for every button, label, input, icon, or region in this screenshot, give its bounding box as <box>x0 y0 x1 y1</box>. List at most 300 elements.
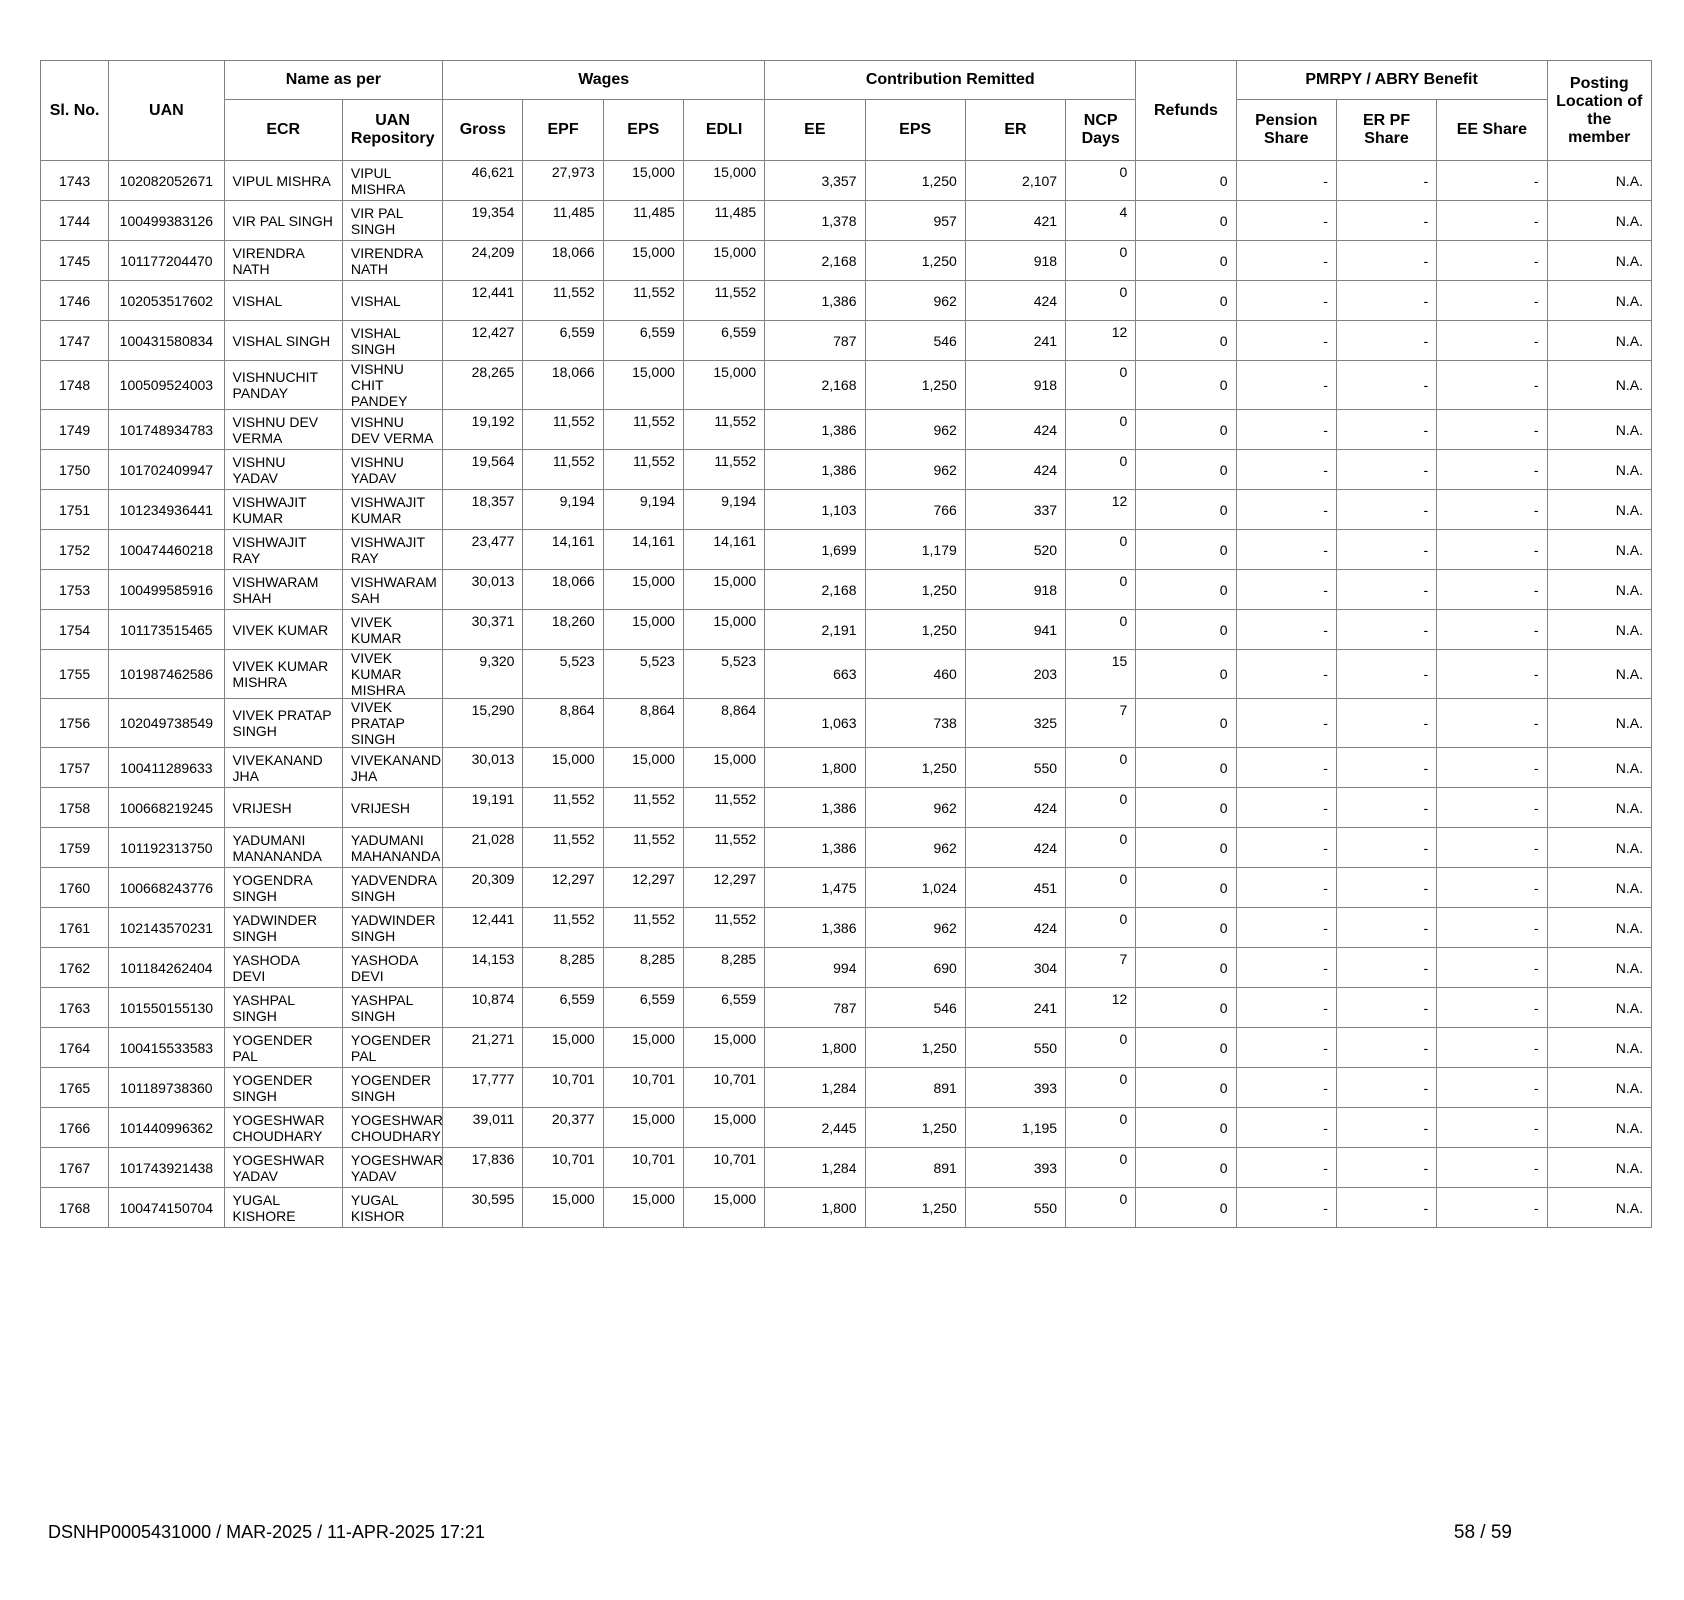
cell-pension-share: - <box>1236 530 1336 570</box>
cell-pension-share: - <box>1236 788 1336 828</box>
table-row <box>41 610 1652 650</box>
table-row <box>41 361 1652 410</box>
cell-eps: 15,000 <box>603 610 683 650</box>
cell-ee: 2,191 <box>765 610 865 650</box>
cell-sl-no: 1761 <box>41 908 109 948</box>
cell-edli: 15,000 <box>683 748 764 788</box>
header-er-pf-share: ER PF Share <box>1336 100 1436 161</box>
cell-ee-share: - <box>1437 161 1547 201</box>
cell-ecr-name: VIVEKANAND JHA <box>224 748 342 788</box>
cell-pension-share: - <box>1236 1108 1336 1148</box>
cell-contribution-eps: 1,024 <box>865 868 965 908</box>
cell-refunds: 0 <box>1136 868 1236 908</box>
cell-epf: 10,701 <box>523 1148 603 1188</box>
cell-edli: 8,285 <box>683 948 764 988</box>
cell-pension-share: - <box>1236 361 1336 410</box>
table-row <box>41 1148 1652 1188</box>
cell-er-pf-share: - <box>1336 788 1436 828</box>
header-pension-share: Pension Share <box>1236 100 1336 161</box>
cell-sl-no: 1744 <box>41 201 109 241</box>
cell-edli: 12,297 <box>683 868 764 908</box>
cell-uan: 100415533583 <box>109 1028 224 1068</box>
cell-posting-location: N.A. <box>1547 868 1651 908</box>
cell-ncp-days: 0 <box>1066 1068 1136 1108</box>
cell-edli: 14,161 <box>683 530 764 570</box>
cell-refunds: 0 <box>1136 650 1236 699</box>
cell-posting-location: N.A. <box>1547 699 1651 748</box>
cell-sl-no: 1750 <box>41 450 109 490</box>
cell-er-pf-share: - <box>1336 868 1436 908</box>
table-row <box>41 748 1652 788</box>
cell-contribution-eps: 766 <box>865 490 965 530</box>
cell-ecr-name: VISHNUCHIT PANDAY <box>224 361 342 410</box>
cell-sl-no: 1743 <box>41 161 109 201</box>
cell-uan: 101748934783 <box>109 410 224 450</box>
cell-er: 424 <box>965 281 1065 321</box>
cell-refunds: 0 <box>1136 570 1236 610</box>
cell-ee: 1,699 <box>765 530 865 570</box>
cell-sl-no: 1745 <box>41 241 109 281</box>
cell-uan-repository-name: VIRENDRA NATH <box>342 241 442 281</box>
cell-eps: 10,701 <box>603 1068 683 1108</box>
cell-eps: 15,000 <box>603 241 683 281</box>
cell-gross: 18,357 <box>443 490 523 530</box>
cell-eps: 10,701 <box>603 1148 683 1188</box>
cell-contribution-eps: 738 <box>865 699 965 748</box>
cell-eps: 15,000 <box>603 1028 683 1068</box>
cell-contribution-eps: 1,250 <box>865 1028 965 1068</box>
cell-ncp-days: 0 <box>1066 908 1136 948</box>
cell-er-pf-share: - <box>1336 410 1436 450</box>
cell-eps: 15,000 <box>603 1108 683 1148</box>
cell-ecr-name: VISHWARAM SHAH <box>224 570 342 610</box>
cell-uan-repository-name: YASHPAL SINGH <box>342 988 442 1028</box>
cell-ee-share: - <box>1437 1068 1547 1108</box>
cell-refunds: 0 <box>1136 450 1236 490</box>
cell-ee-share: - <box>1437 610 1547 650</box>
cell-contribution-eps: 1,250 <box>865 610 965 650</box>
table-row <box>41 908 1652 948</box>
cell-sl-no: 1746 <box>41 281 109 321</box>
cell-uan-repository-name: VISHWAJIT KUMAR <box>342 490 442 530</box>
cell-ecr-name: YOGENDRA SINGH <box>224 868 342 908</box>
table-row <box>41 988 1652 1028</box>
cell-posting-location: N.A. <box>1547 281 1651 321</box>
cell-er-pf-share: - <box>1336 948 1436 988</box>
cell-er: 325 <box>965 699 1065 748</box>
table-row <box>41 201 1652 241</box>
cell-er-pf-share: - <box>1336 828 1436 868</box>
cell-uan: 100499585916 <box>109 570 224 610</box>
cell-epf: 12,297 <box>523 868 603 908</box>
cell-er: 241 <box>965 321 1065 361</box>
header-uan-repository: UAN Repository <box>342 100 442 161</box>
cell-ncp-days: 0 <box>1066 241 1136 281</box>
cell-ee-share: - <box>1437 748 1547 788</box>
header-uan: UAN <box>109 61 224 161</box>
cell-er: 918 <box>965 241 1065 281</box>
cell-uan: 100431580834 <box>109 321 224 361</box>
cell-eps: 15,000 <box>603 1188 683 1228</box>
cell-uan-repository-name: VIVEK PRATAP SINGH <box>342 699 442 748</box>
cell-er-pf-share: - <box>1336 699 1436 748</box>
cell-posting-location: N.A. <box>1547 361 1651 410</box>
cell-er-pf-share: - <box>1336 1028 1436 1068</box>
cell-uan: 100509524003 <box>109 361 224 410</box>
cell-pension-share: - <box>1236 610 1336 650</box>
cell-pension-share: - <box>1236 748 1336 788</box>
cell-uan: 100474460218 <box>109 530 224 570</box>
cell-epf: 20,377 <box>523 1108 603 1148</box>
header-refunds: Refunds <box>1136 61 1236 161</box>
cell-posting-location: N.A. <box>1547 1028 1651 1068</box>
cell-gross: 19,192 <box>443 410 523 450</box>
cell-epf: 27,973 <box>523 161 603 201</box>
cell-ee-share: - <box>1437 450 1547 490</box>
header-epf: EPF <box>523 100 603 161</box>
cell-sl-no: 1758 <box>41 788 109 828</box>
table-body <box>41 161 1652 1228</box>
cell-pension-share: - <box>1236 1188 1336 1228</box>
cell-edli: 15,000 <box>683 570 764 610</box>
cell-posting-location: N.A. <box>1547 241 1651 281</box>
cell-gross: 24,209 <box>443 241 523 281</box>
cell-ee: 1,386 <box>765 908 865 948</box>
cell-uan-repository-name: YOGENDER SINGH <box>342 1068 442 1108</box>
cell-posting-location: N.A. <box>1547 1148 1651 1188</box>
cell-pension-share: - <box>1236 699 1336 748</box>
cell-ecr-name: VISHNU DEV VERMA <box>224 410 342 450</box>
cell-edli: 11,485 <box>683 201 764 241</box>
cell-contribution-eps: 690 <box>865 948 965 988</box>
cell-ee: 663 <box>765 650 865 699</box>
cell-sl-no: 1768 <box>41 1188 109 1228</box>
cell-contribution-eps: 962 <box>865 410 965 450</box>
cell-gross: 12,427 <box>443 321 523 361</box>
cell-edli: 6,559 <box>683 988 764 1028</box>
cell-epf: 11,552 <box>523 908 603 948</box>
cell-epf: 6,559 <box>523 988 603 1028</box>
cell-er-pf-share: - <box>1336 908 1436 948</box>
cell-ee-share: - <box>1437 699 1547 748</box>
cell-gross: 20,309 <box>443 868 523 908</box>
cell-er: 520 <box>965 530 1065 570</box>
cell-pension-share: - <box>1236 1148 1336 1188</box>
table-row <box>41 788 1652 828</box>
cell-epf: 14,161 <box>523 530 603 570</box>
cell-ecr-name: VIPUL MISHRA <box>224 161 342 201</box>
table-row <box>41 410 1652 450</box>
cell-pension-share: - <box>1236 828 1336 868</box>
cell-gross: 15,290 <box>443 699 523 748</box>
cell-edli: 15,000 <box>683 1028 764 1068</box>
footer-document-ref: DSNHP0005431000 / MAR-2025 / 11-APR-2025 17:21 <box>48 1522 485 1542</box>
cell-uan: 101440996362 <box>109 1108 224 1148</box>
cell-ecr-name: YADUMANI MANANANDA <box>224 828 342 868</box>
header-name-as-per: Name as per <box>224 61 443 100</box>
cell-uan-repository-name: YADWINDER SINGH <box>342 908 442 948</box>
cell-refunds: 0 <box>1136 788 1236 828</box>
cell-ecr-name: VISHAL SINGH <box>224 321 342 361</box>
cell-ee: 2,168 <box>765 361 865 410</box>
cell-sl-no: 1753 <box>41 570 109 610</box>
table-row <box>41 1068 1652 1108</box>
header-contribution-eps: EPS <box>865 100 965 161</box>
cell-ee: 1,386 <box>765 410 865 450</box>
cell-refunds: 0 <box>1136 490 1236 530</box>
cell-gross: 12,441 <box>443 281 523 321</box>
header-ncp-days: NCP Days <box>1066 100 1136 161</box>
cell-epf: 11,552 <box>523 281 603 321</box>
cell-er: 421 <box>965 201 1065 241</box>
cell-epf: 11,552 <box>523 410 603 450</box>
cell-gross: 14,153 <box>443 948 523 988</box>
cell-eps: 12,297 <box>603 868 683 908</box>
cell-uan: 101987462586 <box>109 650 224 699</box>
cell-ecr-name: VIVEK PRATAP SINGH <box>224 699 342 748</box>
cell-epf: 18,066 <box>523 241 603 281</box>
cell-uan-repository-name: VRIJESH <box>342 788 442 828</box>
cell-ee: 1,475 <box>765 868 865 908</box>
cell-refunds: 0 <box>1136 1108 1236 1148</box>
cell-er: 550 <box>965 1028 1065 1068</box>
header-eps: EPS <box>603 100 683 161</box>
cell-epf: 15,000 <box>523 1028 603 1068</box>
cell-gross: 23,477 <box>443 530 523 570</box>
cell-sl-no: 1762 <box>41 948 109 988</box>
cell-ncp-days: 0 <box>1066 748 1136 788</box>
cell-ee-share: - <box>1437 788 1547 828</box>
cell-contribution-eps: 460 <box>865 650 965 699</box>
cell-eps: 11,485 <box>603 201 683 241</box>
header-gross: Gross <box>443 100 523 161</box>
cell-posting-location: N.A. <box>1547 1108 1651 1148</box>
cell-gross: 19,354 <box>443 201 523 241</box>
cell-er: 393 <box>965 1068 1065 1108</box>
cell-eps: 11,552 <box>603 450 683 490</box>
cell-er: 304 <box>965 948 1065 988</box>
cell-gross: 30,013 <box>443 748 523 788</box>
table-row <box>41 699 1652 748</box>
cell-ee-share: - <box>1437 650 1547 699</box>
cell-contribution-eps: 1,179 <box>865 530 965 570</box>
cell-epf: 6,559 <box>523 321 603 361</box>
cell-er-pf-share: - <box>1336 281 1436 321</box>
cell-refunds: 0 <box>1136 1188 1236 1228</box>
cell-gross: 21,271 <box>443 1028 523 1068</box>
cell-eps: 11,552 <box>603 788 683 828</box>
cell-er-pf-share: - <box>1336 988 1436 1028</box>
table-row <box>41 281 1652 321</box>
cell-ncp-days: 0 <box>1066 450 1136 490</box>
header-posting-location: Posting Location of the member <box>1547 61 1651 161</box>
cell-eps: 15,000 <box>603 570 683 610</box>
cell-uan: 101189738360 <box>109 1068 224 1108</box>
cell-ee-share: - <box>1437 361 1547 410</box>
cell-sl-no: 1749 <box>41 410 109 450</box>
table-row <box>41 530 1652 570</box>
cell-ecr-name: YASHPAL SINGH <box>224 988 342 1028</box>
table-row <box>41 241 1652 281</box>
cell-ncp-days: 12 <box>1066 490 1136 530</box>
cell-gross: 21,028 <box>443 828 523 868</box>
cell-uan: 100474150704 <box>109 1188 224 1228</box>
table-row <box>41 450 1652 490</box>
cell-ee-share: - <box>1437 1028 1547 1068</box>
cell-ee: 1,284 <box>765 1068 865 1108</box>
cell-uan: 102049738549 <box>109 699 224 748</box>
cell-uan: 101192313750 <box>109 828 224 868</box>
cell-posting-location: N.A. <box>1547 610 1651 650</box>
cell-uan-repository-name: VIVEKANAND JHA <box>342 748 442 788</box>
cell-er: 2,107 <box>965 161 1065 201</box>
cell-eps: 11,552 <box>603 828 683 868</box>
cell-edli: 6,559 <box>683 321 764 361</box>
cell-er: 424 <box>965 788 1065 828</box>
cell-contribution-eps: 1,250 <box>865 361 965 410</box>
cell-ee: 787 <box>765 321 865 361</box>
cell-er-pf-share: - <box>1336 361 1436 410</box>
cell-posting-location: N.A. <box>1547 201 1651 241</box>
cell-er: 241 <box>965 988 1065 1028</box>
cell-ecr-name: YOGESHWAR CHOUDHARY <box>224 1108 342 1148</box>
cell-uan: 102053517602 <box>109 281 224 321</box>
cell-er-pf-share: - <box>1336 161 1436 201</box>
cell-posting-location: N.A. <box>1547 530 1651 570</box>
cell-er-pf-share: - <box>1336 450 1436 490</box>
cell-sl-no: 1754 <box>41 610 109 650</box>
cell-sl-no: 1752 <box>41 530 109 570</box>
cell-contribution-eps: 962 <box>865 281 965 321</box>
cell-contribution-eps: 1,250 <box>865 748 965 788</box>
table-row <box>41 828 1652 868</box>
cell-ncp-days: 0 <box>1066 1108 1136 1148</box>
cell-gross: 17,777 <box>443 1068 523 1108</box>
cell-pension-share: - <box>1236 650 1336 699</box>
cell-contribution-eps: 891 <box>865 1068 965 1108</box>
cell-uan-repository-name: VIPUL MISHRA <box>342 161 442 201</box>
cell-epf: 11,552 <box>523 828 603 868</box>
cell-refunds: 0 <box>1136 1028 1236 1068</box>
cell-ee-share: - <box>1437 530 1547 570</box>
cell-er: 918 <box>965 570 1065 610</box>
cell-er: 424 <box>965 908 1065 948</box>
cell-epf: 10,701 <box>523 1068 603 1108</box>
cell-er: 550 <box>965 748 1065 788</box>
cell-ee-share: - <box>1437 868 1547 908</box>
cell-contribution-eps: 962 <box>865 450 965 490</box>
cell-ee: 3,357 <box>765 161 865 201</box>
cell-pension-share: - <box>1236 490 1336 530</box>
cell-contribution-eps: 1,250 <box>865 570 965 610</box>
cell-epf: 15,000 <box>523 1188 603 1228</box>
cell-refunds: 0 <box>1136 321 1236 361</box>
cell-gross: 9,320 <box>443 650 523 699</box>
cell-uan: 100668219245 <box>109 788 224 828</box>
cell-posting-location: N.A. <box>1547 1068 1651 1108</box>
cell-ee: 1,386 <box>765 788 865 828</box>
cell-epf: 8,285 <box>523 948 603 988</box>
cell-ee-share: - <box>1437 281 1547 321</box>
cell-refunds: 0 <box>1136 530 1236 570</box>
cell-er: 424 <box>965 828 1065 868</box>
cell-er: 451 <box>965 868 1065 908</box>
cell-er: 941 <box>965 610 1065 650</box>
cell-refunds: 0 <box>1136 201 1236 241</box>
cell-ee-share: - <box>1437 1188 1547 1228</box>
cell-refunds: 0 <box>1136 361 1236 410</box>
cell-gross: 10,874 <box>443 988 523 1028</box>
cell-ee: 2,445 <box>765 1108 865 1148</box>
cell-edli: 11,552 <box>683 908 764 948</box>
cell-uan-repository-name: VISHNU DEV VERMA <box>342 410 442 450</box>
cell-uan-repository-name: VISHWAJIT RAY <box>342 530 442 570</box>
table-header <box>41 61 1652 161</box>
table-row <box>41 161 1652 201</box>
cell-edli: 10,701 <box>683 1148 764 1188</box>
cell-eps: 6,559 <box>603 321 683 361</box>
cell-uan: 101234936441 <box>109 490 224 530</box>
cell-pension-share: - <box>1236 988 1336 1028</box>
cell-er-pf-share: - <box>1336 570 1436 610</box>
cell-contribution-eps: 546 <box>865 988 965 1028</box>
cell-uan: 100668243776 <box>109 868 224 908</box>
cell-uan-repository-name: VISHNU YADAV <box>342 450 442 490</box>
cell-edli: 11,552 <box>683 788 764 828</box>
cell-posting-location: N.A. <box>1547 161 1651 201</box>
cell-edli: 15,000 <box>683 1108 764 1148</box>
cell-ee-share: - <box>1437 908 1547 948</box>
cell-ee: 1,103 <box>765 490 865 530</box>
cell-uan-repository-name: VISHAL <box>342 281 442 321</box>
cell-uan-repository-name: YOGENDER PAL <box>342 1028 442 1068</box>
cell-epf: 8,864 <box>523 699 603 748</box>
header-wages: Wages <box>443 61 765 100</box>
cell-er-pf-share: - <box>1336 1188 1436 1228</box>
cell-uan-repository-name: VISHWARAM SAH <box>342 570 442 610</box>
cell-ee: 2,168 <box>765 570 865 610</box>
cell-sl-no: 1757 <box>41 748 109 788</box>
cell-contribution-eps: 962 <box>865 788 965 828</box>
cell-ee: 1,063 <box>765 699 865 748</box>
cell-ee: 994 <box>765 948 865 988</box>
cell-sl-no: 1765 <box>41 1068 109 1108</box>
cell-ncp-days: 0 <box>1066 361 1136 410</box>
cell-ecr-name: VIVEK KUMAR MISHRA <box>224 650 342 699</box>
cell-epf: 9,194 <box>523 490 603 530</box>
cell-er-pf-share: - <box>1336 490 1436 530</box>
cell-uan-repository-name: YOGESHWAR CHOUDHARY <box>342 1108 442 1148</box>
cell-er-pf-share: - <box>1336 321 1436 361</box>
cell-ncp-days: 0 <box>1066 828 1136 868</box>
cell-ecr-name: VISHWAJIT RAY <box>224 530 342 570</box>
cell-ecr-name: YASHODA DEVI <box>224 948 342 988</box>
cell-posting-location: N.A. <box>1547 570 1651 610</box>
cell-ee-share: - <box>1437 201 1547 241</box>
cell-uan: 102143570231 <box>109 908 224 948</box>
cell-uan: 101743921438 <box>109 1148 224 1188</box>
cell-gross: 12,441 <box>443 908 523 948</box>
cell-sl-no: 1755 <box>41 650 109 699</box>
cell-edli: 8,864 <box>683 699 764 748</box>
cell-uan-repository-name: VIVEK KUMAR MISHRA <box>342 650 442 699</box>
cell-sl-no: 1763 <box>41 988 109 1028</box>
cell-epf: 18,066 <box>523 570 603 610</box>
cell-gross: 19,564 <box>443 450 523 490</box>
cell-ee: 1,800 <box>765 1188 865 1228</box>
cell-ncp-days: 0 <box>1066 1148 1136 1188</box>
cell-pension-share: - <box>1236 201 1336 241</box>
